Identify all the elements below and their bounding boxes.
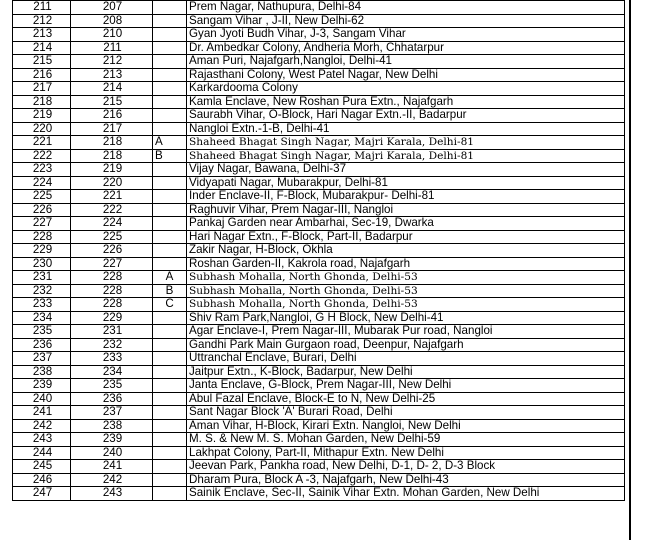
colony-code-cell: 229	[71, 311, 153, 325]
suffix-cell	[153, 365, 187, 379]
colony-code-cell: 210	[71, 28, 153, 42]
table-row	[13, 433, 625, 447]
serial-number-cell: 232	[13, 284, 71, 298]
suffix-cell	[153, 14, 187, 28]
serial-number-cell: 231	[13, 271, 71, 285]
serial-number-cell: 217	[13, 82, 71, 96]
table-row	[13, 338, 625, 352]
colony-name-cell: Jaitpur Extn., K-Block, Badarpur, New Delhi	[187, 365, 625, 379]
colony-code-cell: 228	[71, 298, 153, 312]
colony-name-cell: Dharam Pura, Block A -3, Najafgarh, New Delhi-43	[187, 473, 625, 487]
table-row	[13, 122, 625, 136]
suffix-cell	[153, 122, 187, 136]
suffix-cell: A	[153, 271, 187, 285]
colony-name-cell: Gyan Jyoti Budh Vihar, J-3, Sangam Vihar	[187, 28, 625, 42]
table-row	[13, 190, 625, 204]
colony-name-cell: Aman Puri, Najafgarh,Nangloi, Delhi-41	[187, 55, 625, 69]
table-row	[13, 95, 625, 109]
table-row	[13, 487, 625, 501]
colony-name-cell: Vijay Nagar, Bawana, Delhi-37	[187, 163, 625, 177]
colony-name-cell: Aman Vihar, H-Block, Kirari Extn. Nangloi, New Delhi	[187, 419, 625, 433]
colony-name-cell: Kamla Enclave, New Roshan Pura Extn., Najafgarh	[187, 95, 625, 109]
suffix-cell	[153, 379, 187, 393]
colony-code-cell: 228	[71, 284, 153, 298]
serial-number-cell: 238	[13, 365, 71, 379]
suffix-cell	[153, 82, 187, 96]
colony-code-cell: 239	[71, 433, 153, 447]
suffix-cell	[153, 28, 187, 42]
table-row	[13, 82, 625, 96]
serial-number-cell: 221	[13, 136, 71, 150]
serial-number-cell: 225	[13, 190, 71, 204]
suffix-cell	[153, 473, 187, 487]
colony-name-cell: Shaheed Bhagat Singh Nagar, Majri Karala, Delhi-81	[187, 136, 625, 150]
colony-code-cell: 208	[71, 14, 153, 28]
table-row	[13, 163, 625, 177]
colony-name-cell: Subhash Mohalla, North Ghonda, Delhi-53	[187, 271, 625, 285]
suffix-cell	[153, 68, 187, 82]
table-row	[13, 41, 625, 55]
colony-code-cell: 231	[71, 325, 153, 339]
suffix-cell	[153, 176, 187, 190]
colony-name-cell: Nangloi Extn.-1-B, Delhi-41	[187, 122, 625, 136]
colony-code-cell: 212	[71, 55, 153, 69]
suffix-cell	[153, 406, 187, 420]
colony-name-cell: Inder Enclave-II, F-Block, Mubarakpur- Delhi-81	[187, 190, 625, 204]
colony-name-cell: Shaheed Bhagat Singh Nagar, Majri Karala, Delhi-81	[187, 149, 625, 163]
serial-number-cell: 211	[13, 1, 71, 15]
colony-name-cell: Jeevan Park, Pankha road, New Delhi, D-1, D- 2, D-3 Block	[187, 460, 625, 474]
serial-number-cell: 224	[13, 176, 71, 190]
serial-number-cell: 239	[13, 379, 71, 393]
suffix-cell	[153, 487, 187, 501]
serial-number-cell: 228	[13, 230, 71, 244]
colony-name-cell: Lakhpat Colony, Part-II, Mithapur Extn. New Delhi	[187, 446, 625, 460]
serial-number-cell: 244	[13, 446, 71, 460]
serial-number-cell: 236	[13, 338, 71, 352]
suffix-cell	[153, 338, 187, 352]
colony-code-cell: 207	[71, 1, 153, 15]
colony-code-cell: 211	[71, 41, 153, 55]
serial-number-cell: 212	[13, 14, 71, 28]
suffix-cell	[153, 460, 187, 474]
table-row	[13, 217, 625, 231]
colony-code-cell: 225	[71, 230, 153, 244]
colony-code-cell: 218	[71, 136, 153, 150]
serial-number-cell: 242	[13, 419, 71, 433]
table-row	[13, 352, 625, 366]
suffix-cell	[153, 217, 187, 231]
suffix-cell	[153, 41, 187, 55]
table-row	[13, 446, 625, 460]
table-row	[13, 257, 625, 271]
colony-code-cell: 226	[71, 244, 153, 258]
colony-name-cell: Saurabh Vihar, O-Block, Hari Nagar Extn.-II, Badarpur	[187, 109, 625, 123]
serial-number-cell: 243	[13, 433, 71, 447]
colony-name-cell: Shiv Ram Park,Nangloi, G H Block, New Delhi-41	[187, 311, 625, 325]
colony-table	[12, 0, 625, 501]
table-row	[13, 28, 625, 42]
suffix-cell: B	[153, 284, 187, 298]
colony-code-cell: 238	[71, 419, 153, 433]
colony-name-cell: Abul Fazal Enclave, Block-E to N, New Delhi-25	[187, 392, 625, 406]
serial-number-cell: 222	[13, 149, 71, 163]
serial-number-cell: 216	[13, 68, 71, 82]
table-row	[13, 271, 625, 285]
suffix-cell	[153, 55, 187, 69]
colony-name-cell: Uttranchal Enclave, Burari, Delhi	[187, 352, 625, 366]
colony-code-cell: 217	[71, 122, 153, 136]
suffix-cell	[153, 433, 187, 447]
colony-code-cell: 216	[71, 109, 153, 123]
colony-name-cell: Prem Nagar, Nathupura, Delhi-84	[187, 1, 625, 15]
colony-table-body	[13, 1, 625, 501]
colony-code-cell: 215	[71, 95, 153, 109]
colony-code-cell: 220	[71, 176, 153, 190]
table-row	[13, 284, 625, 298]
suffix-cell	[153, 190, 187, 204]
colony-code-cell: 236	[71, 392, 153, 406]
serial-number-cell: 223	[13, 163, 71, 177]
page-edge-border	[629, 0, 631, 540]
colony-code-cell: 243	[71, 487, 153, 501]
colony-name-cell: Sant Nagar Block 'A' Burari Road, Delhi	[187, 406, 625, 420]
table-row	[13, 230, 625, 244]
serial-number-cell: 247	[13, 487, 71, 501]
table-row	[13, 379, 625, 393]
table-row	[13, 1, 625, 15]
colony-code-cell: 228	[71, 271, 153, 285]
suffix-cell	[153, 1, 187, 15]
colony-name-cell: Vidyapati Nagar, Mubarakpur, Delhi-81	[187, 176, 625, 190]
suffix-cell	[153, 325, 187, 339]
suffix-cell	[153, 419, 187, 433]
colony-name-cell: Dr. Ambedkar Colony, Andheria Morh, Chhatarpur	[187, 41, 625, 55]
table-row	[13, 55, 625, 69]
table-row	[13, 176, 625, 190]
serial-number-cell: 230	[13, 257, 71, 271]
colony-name-cell: Karkardooma Colony	[187, 82, 625, 96]
colony-name-cell: Janta Enclave, G-Block, Prem Nagar-III, New Delhi	[187, 379, 625, 393]
table-row	[13, 311, 625, 325]
colony-name-cell: Sainik Enclave, Sec-II, Sainik Vihar Extn. Mohan Garden, New Delhi	[187, 487, 625, 501]
serial-number-cell: 240	[13, 392, 71, 406]
colony-name-cell: Subhash Mohalla, North Ghonda, Delhi-53	[187, 284, 625, 298]
table-row	[13, 325, 625, 339]
serial-number-cell: 213	[13, 28, 71, 42]
colony-name-cell: Zakir Nagar, H-Block, Okhla	[187, 244, 625, 258]
serial-number-cell: 235	[13, 325, 71, 339]
colony-code-cell: 234	[71, 365, 153, 379]
colony-code-cell: 222	[71, 203, 153, 217]
colony-code-cell: 232	[71, 338, 153, 352]
table-row	[13, 244, 625, 258]
serial-number-cell: 218	[13, 95, 71, 109]
suffix-cell	[153, 311, 187, 325]
table-row	[13, 149, 625, 163]
colony-name-cell: Gandhi Park Main Gurgaon road, Deenpur, Najafgarh	[187, 338, 625, 352]
colony-code-cell: 221	[71, 190, 153, 204]
table-row	[13, 392, 625, 406]
colony-code-cell: 240	[71, 446, 153, 460]
table-row	[13, 109, 625, 123]
colony-name-cell: Subhash Mohalla, North Ghonda, Delhi-53	[187, 298, 625, 312]
colony-list-sheet	[12, 0, 624, 501]
serial-number-cell: 215	[13, 55, 71, 69]
colony-code-cell: 227	[71, 257, 153, 271]
colony-name-cell: Hari Nagar Extn., F-Block, Part-II, Badarpur	[187, 230, 625, 244]
table-row	[13, 14, 625, 28]
serial-number-cell: 229	[13, 244, 71, 258]
colony-name-cell: Roshan Garden-II, Kakrola road, Najafgarh	[187, 257, 625, 271]
table-row	[13, 203, 625, 217]
colony-name-cell: Raghuvir Vihar, Prem Nagar-III, Nangloi	[187, 203, 625, 217]
colony-code-cell: 237	[71, 406, 153, 420]
table-row	[13, 460, 625, 474]
colony-code-cell: 233	[71, 352, 153, 366]
colony-name-cell: Rajasthani Colony, West Patel Nagar, New Delhi	[187, 68, 625, 82]
serial-number-cell: 237	[13, 352, 71, 366]
suffix-cell	[153, 109, 187, 123]
suffix-cell	[153, 163, 187, 177]
suffix-cell	[153, 244, 187, 258]
suffix-cell: B	[153, 149, 187, 163]
serial-number-cell: 234	[13, 311, 71, 325]
serial-number-cell: 220	[13, 122, 71, 136]
serial-number-cell: 241	[13, 406, 71, 420]
suffix-cell: C	[153, 298, 187, 312]
table-row	[13, 365, 625, 379]
suffix-cell	[153, 352, 187, 366]
table-row	[13, 136, 625, 150]
table-row	[13, 298, 625, 312]
colony-code-cell: 235	[71, 379, 153, 393]
table-row	[13, 473, 625, 487]
suffix-cell	[153, 392, 187, 406]
suffix-cell	[153, 95, 187, 109]
serial-number-cell: 219	[13, 109, 71, 123]
suffix-cell	[153, 257, 187, 271]
colony-name-cell: Agar Enclave-I, Prem Nagar-III, Mubarak Pur road, Nangloi	[187, 325, 625, 339]
colony-code-cell: 242	[71, 473, 153, 487]
serial-number-cell: 214	[13, 41, 71, 55]
serial-number-cell: 245	[13, 460, 71, 474]
colony-name-cell: Sangam Vihar , J-II, New Delhi-62	[187, 14, 625, 28]
suffix-cell	[153, 446, 187, 460]
suffix-cell	[153, 203, 187, 217]
serial-number-cell: 227	[13, 217, 71, 231]
colony-code-cell: 224	[71, 217, 153, 231]
colony-code-cell: 214	[71, 82, 153, 96]
suffix-cell: A	[153, 136, 187, 150]
colony-code-cell: 218	[71, 149, 153, 163]
colony-name-cell: M. S. & New M. S. Mohan Garden, New Delhi-59	[187, 433, 625, 447]
colony-name-cell: Pankaj Garden near Ambarhai, Sec-19, Dwarka	[187, 217, 625, 231]
colony-code-cell: 219	[71, 163, 153, 177]
table-row	[13, 406, 625, 420]
serial-number-cell: 233	[13, 298, 71, 312]
table-row	[13, 419, 625, 433]
serial-number-cell: 226	[13, 203, 71, 217]
colony-code-cell: 213	[71, 68, 153, 82]
table-row	[13, 68, 625, 82]
colony-code-cell: 241	[71, 460, 153, 474]
suffix-cell	[153, 230, 187, 244]
serial-number-cell: 246	[13, 473, 71, 487]
